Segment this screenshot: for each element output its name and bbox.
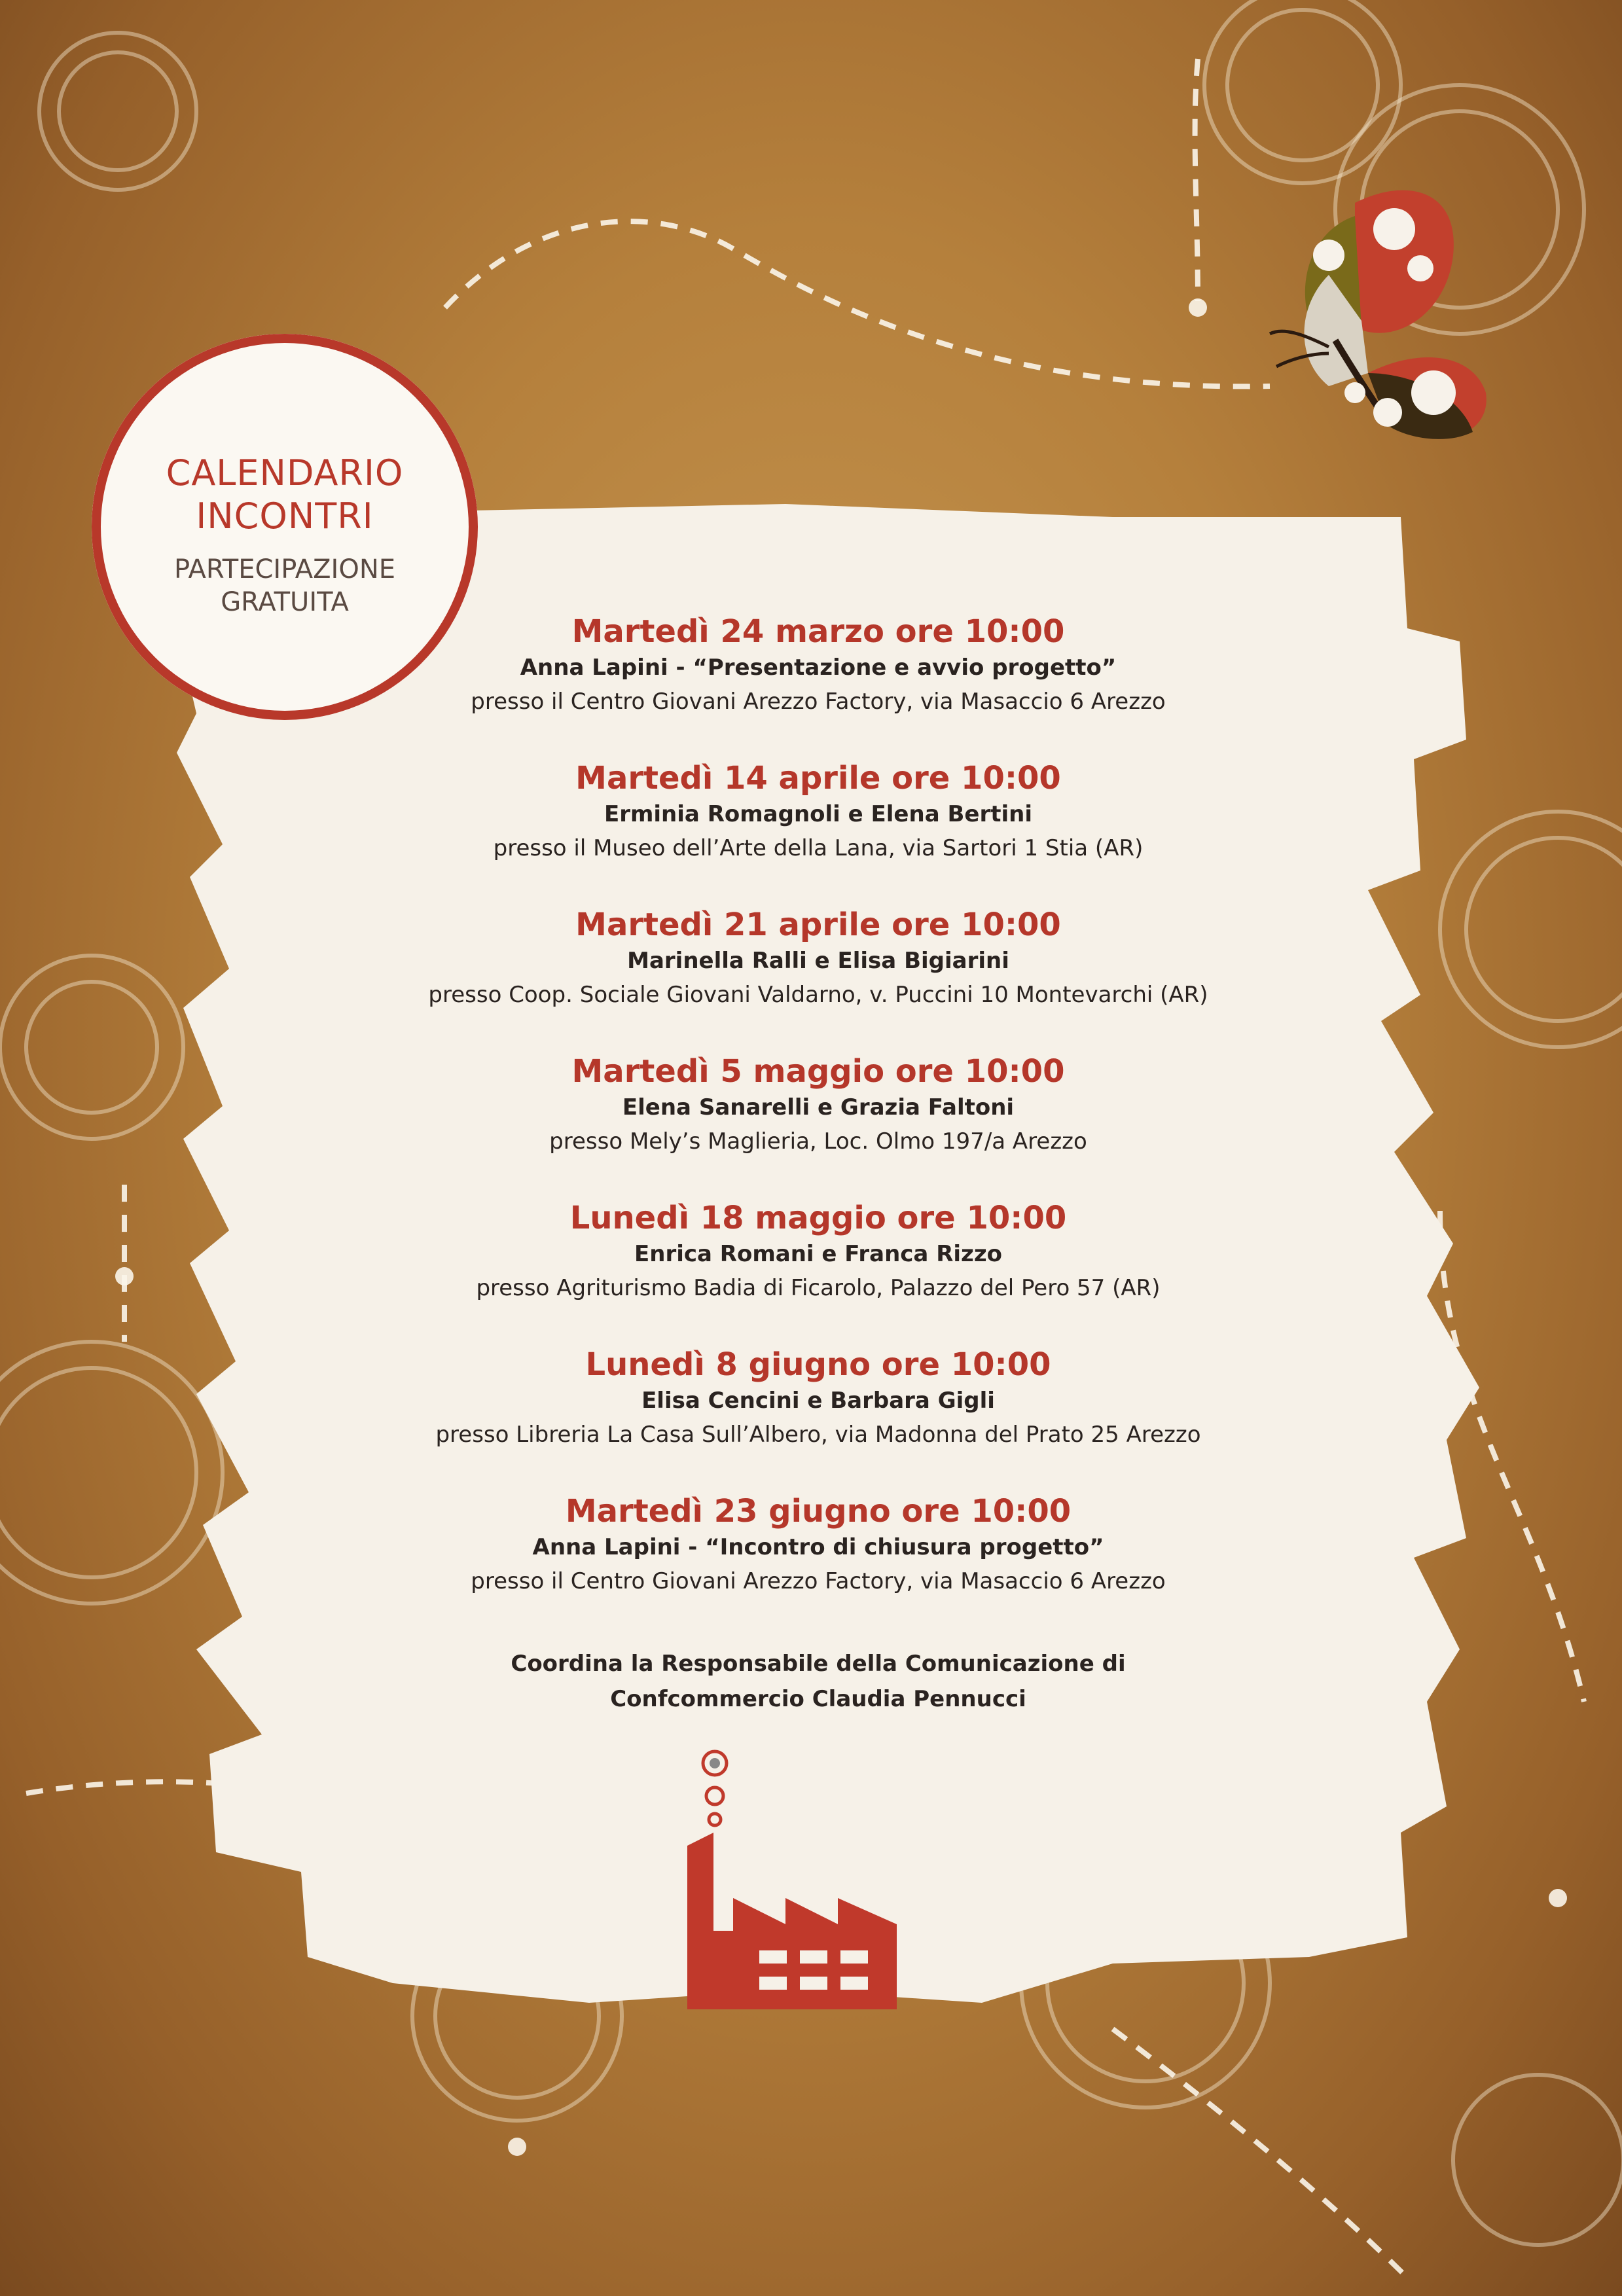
- event-place: presso Mely’s Maglieria, Loc. Olmo 197/a Arezzo: [549, 1128, 1087, 1155]
- factory-icon: [681, 1741, 916, 2016]
- event-speakers: Enrica Romani e Franca Rizzo: [634, 1241, 1002, 1267]
- event-speakers: Marinella Ralli e Elisa Bigiarini: [627, 948, 1009, 974]
- event-date: Martedì 21 aprile ore 10:00: [575, 906, 1061, 943]
- coordinator-line1: Coordina la Responsabile della Comunicazione di: [511, 1651, 1126, 1677]
- badge-subtitle-line1: PARTECIPAZIONE: [173, 554, 396, 584]
- event-item: [314, 612, 1322, 759]
- badge-subtitle-line2: GRATUITA: [221, 587, 349, 617]
- event-speakers: Anna Lapini - “Presentazione e avvio progetto”: [520, 655, 1117, 681]
- event-speakers: Anna Lapini - “Incontro di chiusura progetto”: [532, 1534, 1104, 1560]
- event-date: Martedì 23 giugno ore 10:00: [565, 1493, 1072, 1530]
- butterfly-icon: [1257, 177, 1505, 465]
- event-item: [314, 1198, 1322, 1345]
- event-place: presso il Centro Giovani Arezzo Factory, via Masaccio 6 Arezzo: [471, 1568, 1166, 1594]
- event-date: Lunedì 18 maggio ore 10:00: [569, 1200, 1067, 1236]
- event-place: presso il Museo dell’Arte della Lana, via Sartori 1 Stia (AR): [493, 835, 1144, 861]
- coordinator-line2: Confcommercio Claudia Pennucci: [610, 1686, 1026, 1712]
- event-speakers: Elisa Cencini e Barbara Gigli: [641, 1388, 995, 1414]
- event-place: presso il Centro Giovani Arezzo Factory, via Masaccio 6 Arezzo: [471, 689, 1166, 715]
- event-place: presso Coop. Sociale Giovani Valdarno, v. Puccini 10 Montevarchi (AR): [428, 982, 1208, 1008]
- badge-title-line1: CALENDARIO: [166, 452, 404, 493]
- event-speakers: Erminia Romagnoli e Elena Bertini: [604, 801, 1032, 827]
- event-place: presso Libreria La Casa Sull’Albero, via Madonna del Prato 25 Arezzo: [435, 1422, 1201, 1448]
- event-item: [314, 1345, 1322, 1492]
- event-date: Martedì 14 aprile ore 10:00: [575, 760, 1061, 797]
- event-item: [314, 1052, 1322, 1198]
- event-place: presso Agriturismo Badia di Ficarolo, Palazzo del Pero 57 (AR): [476, 1275, 1161, 1301]
- event-item: [314, 905, 1322, 1052]
- event-date: Martedì 24 marzo ore 10:00: [571, 613, 1065, 650]
- event-date: Martedì 5 maggio ore 10:00: [571, 1053, 1065, 1090]
- events-list: [314, 612, 1322, 1638]
- event-speakers: Elena Sanarelli e Grazia Faltoni: [622, 1094, 1015, 1121]
- badge-subtitle: [92, 553, 478, 619]
- event-item: [314, 1492, 1322, 1638]
- event-date: Lunedì 8 giugno ore 10:00: [585, 1346, 1051, 1383]
- badge-title-line2: INCONTRI: [196, 495, 374, 537]
- badge-title: [92, 452, 478, 538]
- event-item: [314, 759, 1322, 905]
- coordinator-note: [314, 1646, 1322, 1717]
